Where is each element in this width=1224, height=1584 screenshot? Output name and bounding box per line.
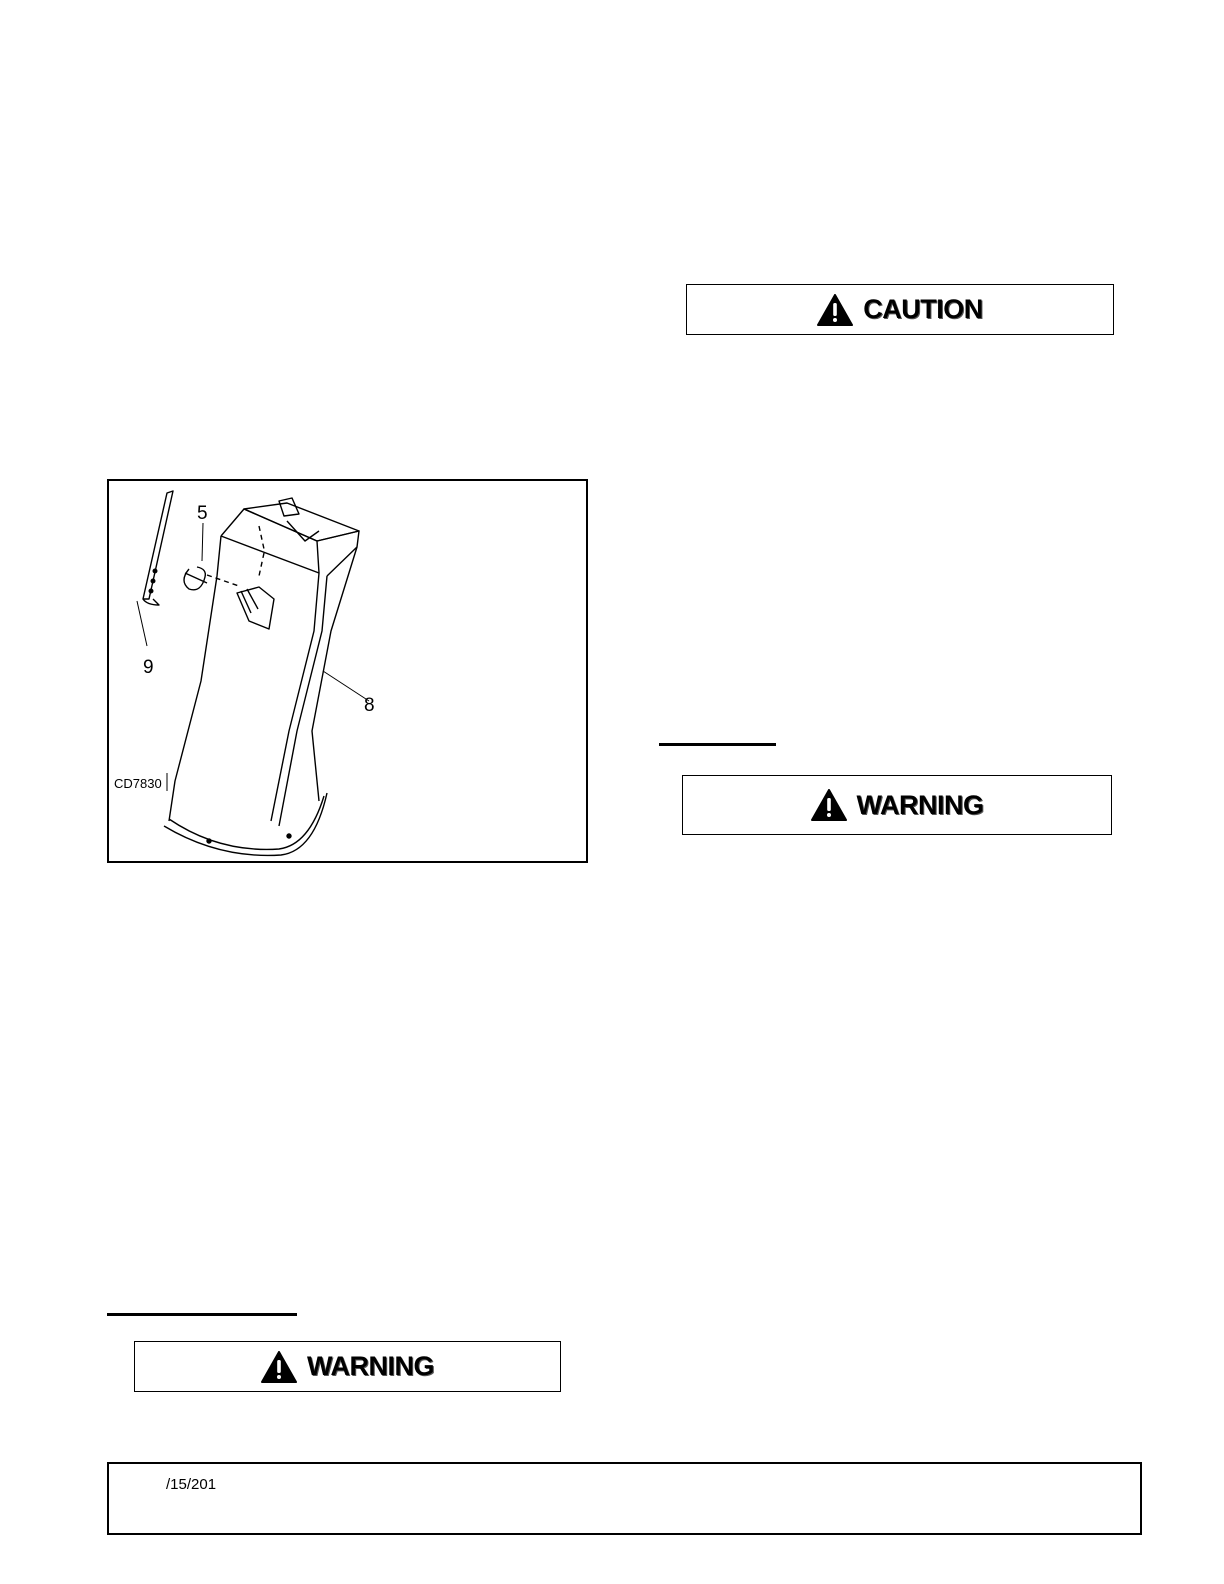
- caution-text: CAUTION: [863, 294, 983, 324]
- warning-triangle-icon: [817, 294, 853, 326]
- callout-8: 8: [364, 695, 375, 716]
- warning-triangle-icon: [811, 789, 847, 821]
- warning-label-right: [682, 775, 1112, 835]
- warning-label-left: [134, 1341, 561, 1392]
- caution-label: [686, 284, 1114, 335]
- warning-triangle-icon: [261, 1351, 297, 1383]
- callout-9: 9: [143, 657, 154, 678]
- warning-text-right: WARNING: [856, 789, 984, 820]
- page-footer: [107, 1462, 1142, 1535]
- section-heading-rule-right: [659, 743, 776, 746]
- chute-drawing: [109, 481, 586, 861]
- figure-id: CD7830: [114, 776, 162, 791]
- warning-text-left: WARNING: [307, 1351, 434, 1381]
- chute-illustration: [107, 479, 588, 863]
- footer-date: /15/201: [166, 1476, 217, 1493]
- section-heading-rule-left: [107, 1313, 297, 1316]
- callout-5: 5: [197, 503, 208, 524]
